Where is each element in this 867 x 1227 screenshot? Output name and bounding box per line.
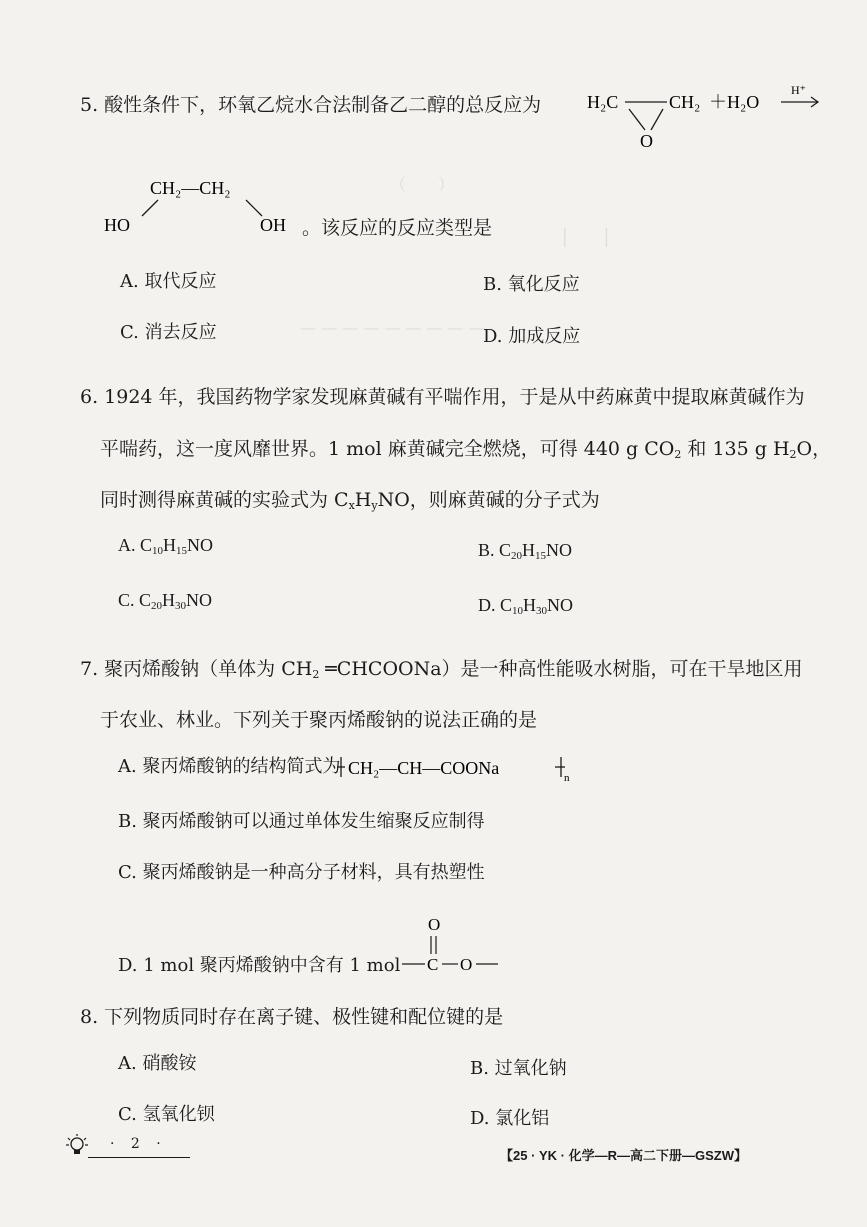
q7-option-c[interactable]: C. 聚丙烯酸钠是一种高分子材料，具有热塑性 — [118, 862, 485, 883]
bleed-through-text: │ │ — [560, 228, 612, 247]
q5-stem-line2: 。该反应的反应类型是 — [302, 217, 493, 239]
q7-stem-line2: 于农业、林业。下列关于聚丙烯酸钠的说法正确的是 — [100, 709, 538, 731]
ester-carbon-label: C — [427, 955, 439, 974]
acid-catalyst-label: H⁺ — [791, 83, 806, 97]
glycol-oh-label: OH — [260, 215, 286, 235]
q6-option-d[interactable]: D. $C_{10}H_{30}NO$ — [478, 595, 574, 617]
epoxide-co-bond-left — [629, 109, 645, 130]
q6-stem-line1: 6. 1924 年，我国药物学家发现麻黄碱有平喘作用，于是从中药麻黄中提取麻黄碱作为 — [80, 386, 805, 408]
glycol-top-label: CH₂—CH₂ — [150, 178, 231, 198]
q7-stem-line1: 7. 聚丙烯酸钠（单体为 $CH_2$ ═CHCOONa）是一种高性能吸水树脂，可在干旱地区用 — [80, 658, 803, 681]
q5-option-d[interactable]: D. 加成反应 — [483, 326, 581, 347]
q5-option-b[interactable]: B. 氧化反应 — [483, 274, 580, 295]
polyacrylate-structure — [335, 745, 580, 785]
plus-water-label: ＋H₂O — [709, 92, 760, 112]
exam-code: 【25 · YK · 化学—R—高二下册—GSZW】 — [500, 1148, 748, 1163]
q6-option-b[interactable]: B. $C_{20}H_{15}NO$ — [478, 540, 573, 562]
q7-option-d[interactable]: D. 1 mol 聚丙烯酸钠中含有 1 mol — [118, 955, 401, 976]
q8-stem-line1: 8. 下列物质同时存在离子键、极性键和配位键的是 — [80, 1006, 504, 1028]
bleed-through-text: （ ） — [390, 175, 455, 194]
q5-stem-line1: 5. 酸性条件下，环氧乙烷水合法制备乙二醇的总反应为 — [80, 94, 542, 116]
ethylene-glycol-diagram — [100, 172, 310, 240]
q6-stem-line3: 同时测得麻黄碱的实验式为 $C_xH_yNO$，则麻黄碱的分子式为 — [100, 489, 600, 512]
q8-option-c[interactable]: C. 氢氧化钡 — [118, 1104, 215, 1125]
epoxide-right-label: CH₂ — [669, 92, 701, 112]
glycol-bond-right — [246, 200, 262, 216]
epoxide-reaction-diagram — [585, 80, 825, 155]
glycol-ho-label: HO — [104, 215, 130, 235]
page-number-underline — [88, 1157, 190, 1158]
epoxide-co-bond-right — [651, 109, 663, 130]
glycol-bond-left — [142, 200, 158, 216]
q5-option-a[interactable]: A. 取代反应 — [120, 271, 217, 292]
epoxide-left-label: H₂C — [587, 92, 619, 112]
bleed-through-text: — — — — — — — — — — [300, 318, 485, 337]
polymer-formula-label: CH₂—CH—COONa — [348, 758, 500, 778]
page-number: · 2 · — [110, 1136, 167, 1152]
lightbulb-icon — [66, 1134, 88, 1158]
q8-option-d[interactable]: D. 氯化铝 — [470, 1108, 550, 1129]
q5-option-c[interactable]: C. 消去反应 — [120, 322, 217, 343]
q7-option-a[interactable]: A. 聚丙烯酸钠的结构简式为 — [118, 756, 341, 777]
q6-option-c[interactable]: C. $C_{20}H_{30}NO$ — [118, 590, 213, 612]
polymer-n-label: n — [564, 772, 570, 784]
ester-group-diagram — [400, 912, 510, 978]
carbonyl-oxygen-label: O — [428, 915, 441, 934]
epoxide-oxygen-label: O — [640, 131, 653, 151]
q8-option-a[interactable]: A. 硝酸铵 — [118, 1053, 197, 1074]
q6-stem-line2: 平喘药，这一度风靡世界。1 mol 麻黄碱完全燃烧，可得 440 g $CO_2$ 和 135 g $H_2O$， — [100, 438, 832, 461]
ester-oxygen-label: O — [460, 955, 473, 974]
q6-option-a[interactable]: A. $C_{10}H_{15}NO$ — [118, 535, 214, 557]
q8-option-b[interactable]: B. 过氧化钠 — [470, 1058, 567, 1079]
q7-option-b[interactable]: B. 聚丙烯酸钠可以通过单体发生缩聚反应制得 — [118, 811, 485, 832]
